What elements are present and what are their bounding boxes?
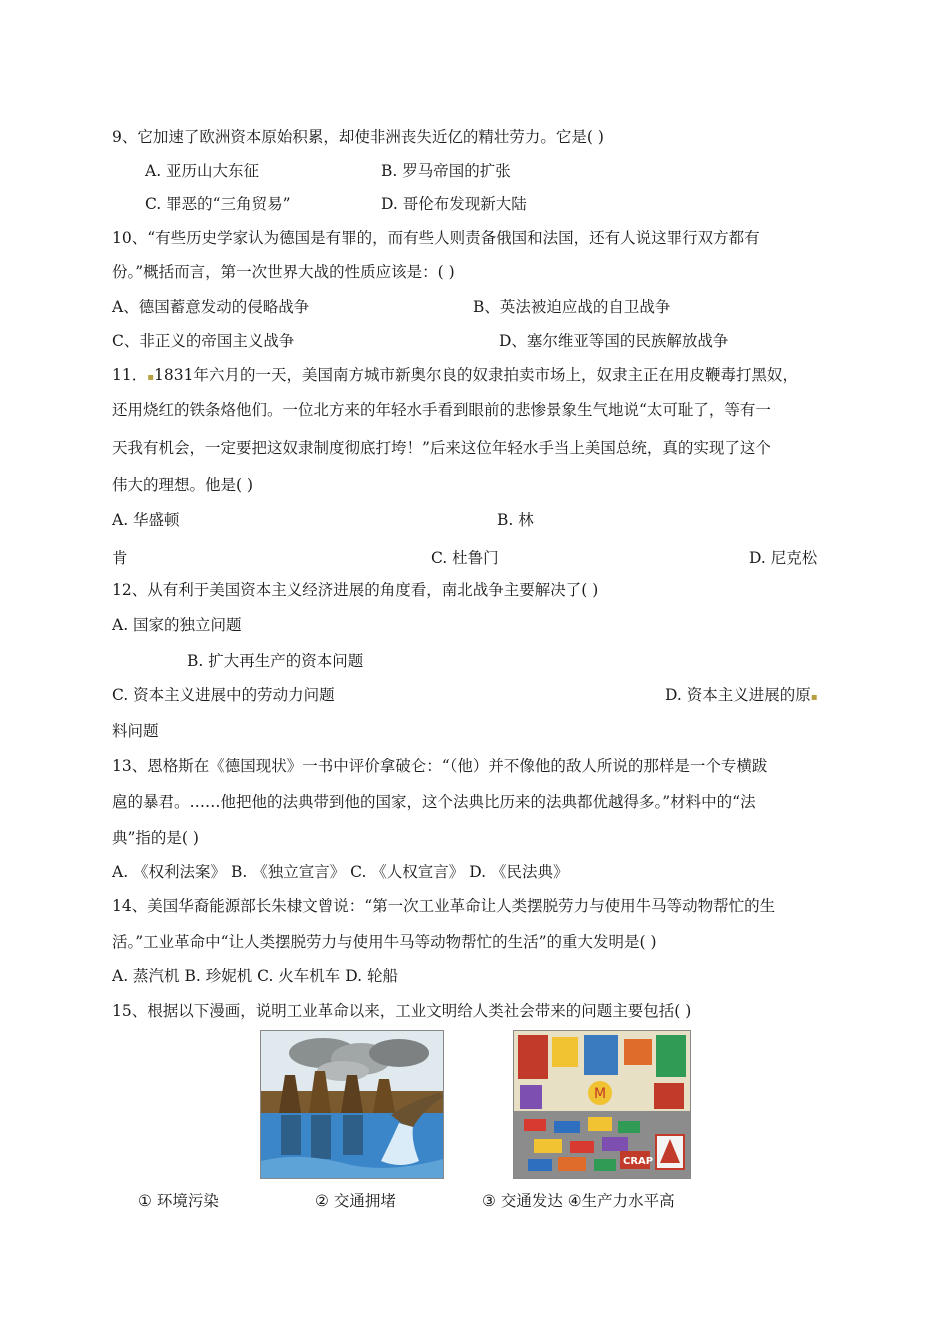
traffic-cartoon-image: [513, 1030, 691, 1179]
scan-mark: ▪: [810, 692, 818, 703]
q13-stem-line2: 扈的暴君。……他把他的法典带到他的国家，这个法典比历来的法典都优越得多。”材料中的“法: [112, 793, 756, 811]
pollution-cartoon-image: [260, 1030, 444, 1179]
pollution-cartoon-drawing: [261, 1031, 443, 1178]
q15-option-2: ② 交通拥堵: [315, 1192, 396, 1210]
q14-options: A. 蒸汽机 B. 珍妮机 C. 火车机车 D. 轮船: [112, 967, 398, 985]
q11-stem-line4: 伟大的理想。他是( ): [112, 476, 254, 494]
q15-option-1: ① 环境污染: [138, 1192, 219, 1210]
traffic-cartoon-drawing: [514, 1031, 690, 1178]
q9-option-a: A. 亚历山大东征: [145, 162, 260, 180]
q11-option-b-continued: 肯: [112, 549, 128, 567]
q14-stem-line2: 活。”工业革命中“让人类摆脱劳力与使用牛马等动物帮忙的生活”的重大发明是( ): [112, 933, 657, 951]
q12-option-d-continued: 料问题: [112, 722, 159, 740]
q12-option-b: B. 扩大再生产的资本问题: [187, 652, 364, 670]
q9-option-c: C. 罪恶的“三角贸易”: [145, 195, 291, 213]
q12-stem: 12、从有利于美国资本主义经济进展的角度看，南北战争主要解决了( ): [112, 581, 599, 599]
q9-option-d: D. 哥伦布发现新大陆: [381, 195, 527, 213]
q11-option-a: A. 华盛顿: [112, 511, 180, 529]
q11-stem-text: 1831年六月的一天，美国南方城市新奥尔良的奴隶拍卖市场上，奴隶主正在用皮鞭毒打黑奴，: [154, 366, 798, 384]
q11-stem-line3: 天我有机会，一定要把这奴隶制度彻底打垮！”后来这位年轻水手当上美国总统，真的实现了这个: [112, 439, 771, 457]
q9-option-b: B. 罗马帝国的扩张: [381, 162, 511, 180]
q10-option-d: D、塞尔维亚等国的民族解放战争: [499, 332, 729, 350]
q14-stem-line1: 14、美国华裔能源部长朱棣文曾说：“第一次工业革命让人类摆脱劳力与使用牛马等动物帮忙的生: [112, 897, 776, 915]
q13-options: A. 《权利法案》 B. 《独立宣言》 C. 《人权宣言》 D. 《民法典》: [112, 863, 569, 881]
q12-option-c: C. 资本主义进展中的劳动力问题: [112, 686, 335, 704]
q10-stem-line2: 份。”概括而言，第一次世界大战的性质应该是：( ): [112, 263, 455, 281]
q11-stem-line1: [112, 365, 798, 388]
q15-option-3-4: ③ 交通发达 ④生产力水平高: [482, 1192, 675, 1210]
q13-stem-line3: 典”指的是( ): [112, 829, 199, 847]
q12-option-d-text: D. 资本主义进展的原: [665, 686, 811, 704]
q12-option-a: A. 国家的独立问题: [112, 616, 242, 634]
q11-stem-line2: 还用烧红的铁条烙他们。一位北方来的年轻水手看到眼前的悲惨景象生气地说“太可耻了，等有一: [112, 401, 771, 419]
svg-text:M: M: [594, 1086, 607, 1102]
q11-number: 11．: [112, 366, 148, 384]
q10-stem-line1: 10、“有些历史学家认为德国是有罪的，而有些人则责备俄国和法国，还有人说这罪行双方都有: [112, 229, 760, 247]
crap-sign: CRAP: [623, 1156, 654, 1167]
q10-option-b: B、英法被迫应战的自卫战争: [473, 298, 671, 316]
q11-option-c: C. 杜鲁门: [431, 549, 499, 567]
q10-option-a: A、德国蓄意发动的侵略战争: [112, 298, 310, 316]
q13-stem-line1: 13、恩格斯在《德国现状》一书中评价拿破仑：“（他）并不像他的敌人所说的那样是一个专横跋: [112, 757, 768, 775]
q12-option-d: [665, 685, 818, 708]
q11-option-d: D. 尼克松: [749, 549, 818, 567]
q15-stem: 15、根据以下漫画，说明工业革命以来，工业文明给人类社会带来的问题主要包括( ): [112, 1002, 692, 1020]
scan-mark: ▪: [147, 372, 155, 383]
q9-stem: 9、它加速了欧洲资本原始积累，却使非洲丧失近亿的精壮劳力。它是( ): [112, 128, 604, 146]
q10-option-c: C、非正义的帝国主义战争: [112, 332, 295, 350]
q11-option-b: B. 林: [497, 511, 534, 529]
